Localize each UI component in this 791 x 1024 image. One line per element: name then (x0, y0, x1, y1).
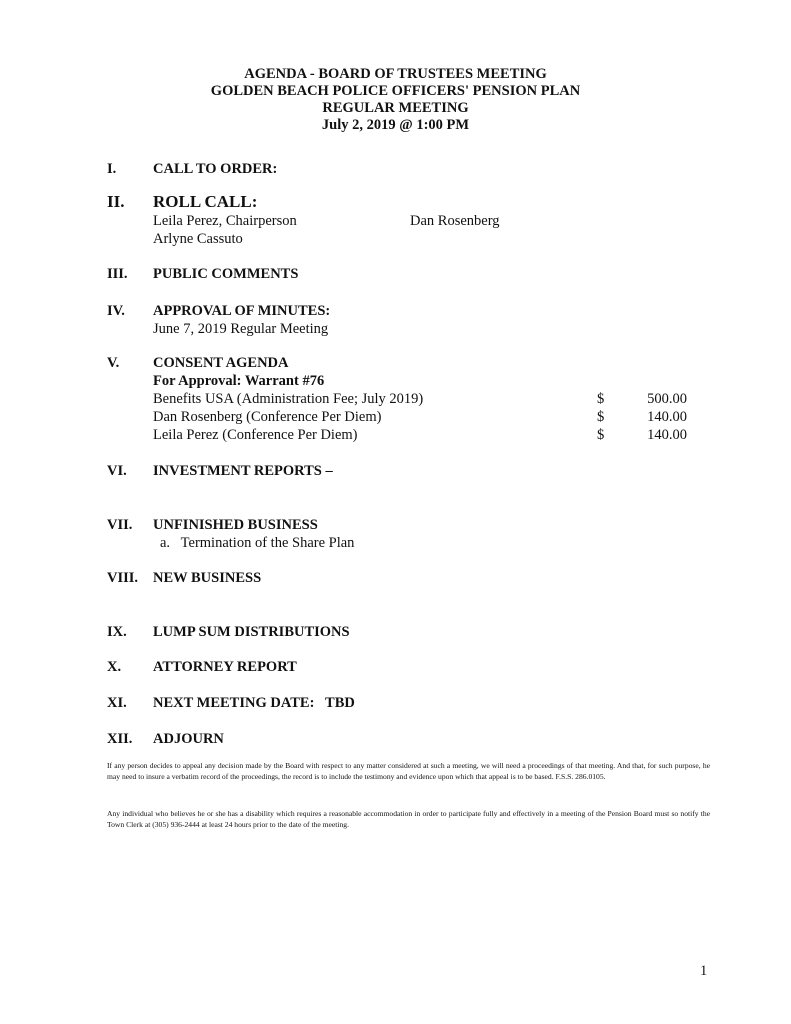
appeal-notice: If any person decides to appeal any decision made by the Board with respect to any matter considered at such a meeting, we will need a proceedings of that meeting. And that, for such purpose, he may need to insure a verbatim record of the proceedings, the record is to include the testimony and evidence upon which that appeal is to be based. F.S.S. 286.0105. (107, 761, 710, 781)
section-number: V. (107, 355, 120, 371)
section-number: X. (107, 659, 122, 675)
warrant-item-currency: $ (597, 409, 605, 425)
section-investment-reports (107, 462, 687, 482)
section-attorney-report (107, 658, 687, 678)
section-number: I. (107, 161, 117, 177)
header-meeting-type: REGULAR MEETING (322, 100, 469, 116)
header-title: AGENDA - BOARD OF TRUSTEES MEETING (244, 66, 547, 82)
warrant-item-currency: $ (597, 391, 605, 407)
section-next-meeting-date (107, 694, 687, 714)
section-title: NEW BUSINESS (153, 570, 262, 586)
section-title: INVESTMENT REPORTS – (153, 463, 333, 479)
section-title: UNFINISHED BUSINESS (153, 517, 318, 533)
warrant-item-description: Benefits USA (Administration Fee; July 2019) (153, 391, 424, 407)
section-public-comments (107, 265, 687, 285)
roll-call-member: Dan Rosenberg (410, 213, 500, 229)
section-title: NEXT MEETING DATE: TBD (153, 695, 355, 711)
warrant-item-amount: 500.00 (647, 391, 687, 407)
section-title: ATTORNEY REPORT (153, 659, 297, 675)
section-number: IX. (107, 624, 127, 640)
page-number: 1 (700, 963, 708, 979)
section-number: VII. (107, 517, 133, 533)
warrant-item-amount: 140.00 (647, 427, 687, 443)
section-title: ADJOURN (153, 731, 224, 747)
section-number: XII. (107, 731, 133, 747)
section-number: II. (107, 192, 125, 211)
section-call-to-order (107, 160, 687, 180)
header-plan-name: GOLDEN BEACH POLICE OFFICERS' PENSION PLAN (210, 83, 581, 99)
section-title: CALL TO ORDER: (153, 161, 278, 177)
section-unfinished-business (107, 516, 687, 556)
section-number: III. (107, 266, 128, 282)
section-title: CONSENT AGENDA (153, 355, 289, 371)
warrant-item-amount: 140.00 (647, 409, 687, 425)
section-title: APPROVAL OF MINUTES: (153, 303, 331, 319)
disability-notice: Any individual who believes he or she has a disability which requires a reasonable accommodation in order to participate fully and effectively in a meeting of the Pension Board must so notify the Town Clerk at (305) 936-2444 at least 24 hours prior to the date of the meeting. (107, 809, 710, 829)
section-number: VI. (107, 463, 127, 479)
section-adjourn (107, 730, 687, 750)
section-number: XI. (107, 695, 127, 711)
agenda-header (0, 66, 791, 134)
unfinished-business-item: a. Termination of the Share Plan (160, 535, 355, 551)
section-lump-sum-distributions (107, 623, 687, 643)
section-title: ROLL CALL: (153, 192, 258, 211)
section-approval-of-minutes (107, 302, 687, 342)
section-title: LUMP SUM DISTRIBUTIONS (153, 624, 350, 640)
section-roll-call (107, 192, 687, 252)
header-date: July 2, 2019 @ 1:00 PM (321, 117, 470, 133)
warrant-item-currency: $ (597, 427, 605, 443)
section-title: PUBLIC COMMENTS (153, 266, 299, 282)
roll-call-member: Arlyne Cassuto (153, 231, 243, 247)
warrant-item-description: Dan Rosenberg (Conference Per Diem) (153, 409, 382, 425)
warrant-title: For Approval: Warrant #76 (153, 373, 325, 389)
roll-call-member: Leila Perez, Chairperson (153, 213, 297, 229)
warrant-item-description: Leila Perez (Conference Per Diem) (153, 427, 358, 443)
section-new-business (107, 569, 687, 589)
section-number: IV. (107, 303, 125, 319)
minutes-item: June 7, 2019 Regular Meeting (153, 321, 329, 337)
section-consent-agenda (107, 354, 687, 446)
section-number: VIII. (107, 570, 139, 586)
